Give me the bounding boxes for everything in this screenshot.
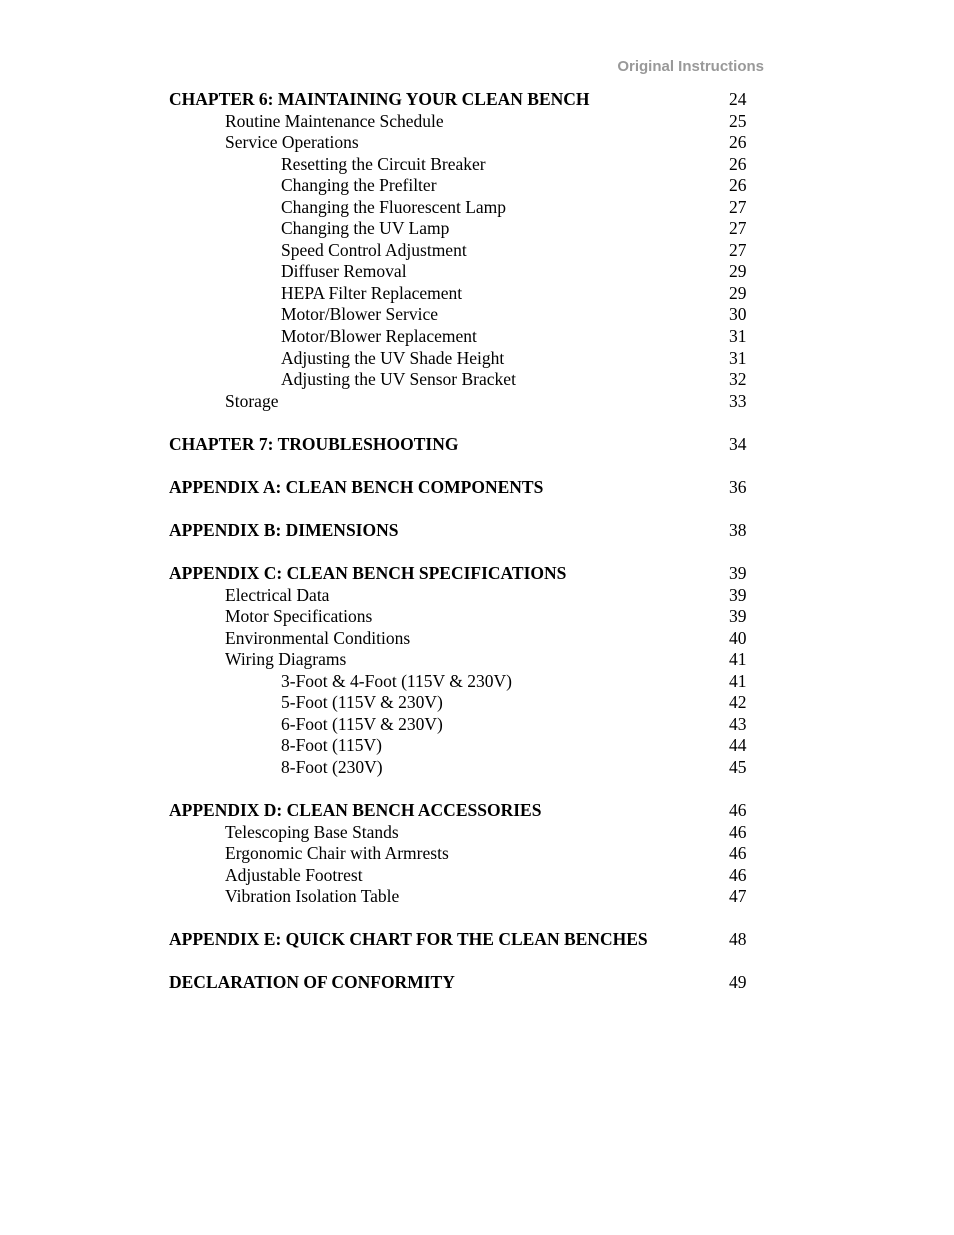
toc-title: Adjustable Footrest bbox=[225, 864, 363, 885]
toc-page-number: 25 bbox=[729, 110, 747, 131]
toc-page-number: 27 bbox=[729, 218, 747, 239]
toc-page-number: 46 bbox=[729, 800, 747, 821]
toc-title: Changing the UV Lamp bbox=[281, 218, 450, 239]
toc-entry bbox=[0, 283, 954, 305]
toc-page-number: 38 bbox=[729, 519, 747, 540]
toc-title: Motor/Blower Replacement bbox=[281, 326, 477, 347]
toc-heading bbox=[0, 434, 954, 456]
toc-title: APPENDIX B: DIMENSIONS bbox=[169, 519, 399, 540]
toc-title: APPENDIX D: CLEAN BENCH ACCESSORIES bbox=[169, 800, 542, 821]
toc-title: 6-Foot (115V & 230V) bbox=[281, 713, 443, 734]
toc-entry bbox=[0, 822, 954, 844]
toc-title: Environmental Conditions bbox=[225, 627, 411, 648]
toc-entry bbox=[0, 240, 954, 262]
toc-title: 8-Foot (230V) bbox=[281, 756, 383, 777]
toc-entry bbox=[0, 326, 954, 348]
toc-title: CHAPTER 6: MAINTAINING YOUR CLEAN BENCH bbox=[169, 89, 590, 109]
toc-title: HEPA Filter Replacement bbox=[281, 282, 463, 303]
toc-page-number: 39 bbox=[729, 584, 747, 605]
toc-title: 8-Foot (115V) bbox=[281, 735, 382, 756]
toc-page-number: 41 bbox=[729, 649, 747, 670]
toc-page-number: 27 bbox=[729, 239, 747, 260]
table-of-contents bbox=[0, 89, 954, 994]
toc-page-number: 31 bbox=[729, 347, 747, 368]
toc-spacer bbox=[0, 498, 954, 520]
toc-page-number: 31 bbox=[729, 326, 747, 347]
toc-page-number: 26 bbox=[729, 175, 747, 196]
toc-title: CHAPTER 7: TROUBLESHOOTING bbox=[169, 433, 459, 454]
toc-entry bbox=[0, 348, 954, 370]
toc-entry bbox=[0, 111, 954, 133]
toc-page-number: 33 bbox=[729, 390, 747, 411]
toc-spacer bbox=[0, 951, 954, 973]
toc-entry bbox=[0, 757, 954, 779]
toc-title: APPENDIX C: CLEAN BENCH SPECIFICATIONS bbox=[169, 563, 567, 584]
toc-title: APPENDIX E: QUICK CHART FOR THE CLEAN BENCHES bbox=[169, 929, 648, 950]
toc-page-number: 26 bbox=[729, 153, 747, 174]
toc-entry bbox=[0, 843, 954, 865]
toc-page-number: 47 bbox=[729, 886, 747, 907]
toc-heading bbox=[0, 800, 954, 822]
toc-title: Speed Control Adjustment bbox=[281, 239, 467, 260]
toc-page-number: 32 bbox=[729, 369, 747, 390]
toc-entry bbox=[0, 585, 954, 607]
toc-spacer bbox=[0, 779, 954, 801]
toc-title: Resetting the Circuit Breaker bbox=[281, 153, 486, 174]
toc-title: Motor Specifications bbox=[225, 606, 373, 627]
toc-page-number: 30 bbox=[729, 304, 747, 325]
toc-title: Telescoping Base Stands bbox=[225, 821, 399, 842]
toc-entry bbox=[0, 886, 954, 908]
toc-title: 3-Foot & 4-Foot (115V & 230V) bbox=[281, 670, 512, 691]
page-header: Original Instructions bbox=[617, 58, 764, 75]
toc-title: Electrical Data bbox=[225, 584, 330, 605]
toc-title: Changing the Prefilter bbox=[281, 175, 437, 196]
toc-spacer bbox=[0, 455, 954, 477]
toc-title: Storage bbox=[225, 390, 279, 411]
toc-title: Ergonomic Chair with Armrests bbox=[225, 843, 449, 864]
toc-page-number: 27 bbox=[729, 196, 747, 217]
toc-spacer bbox=[0, 412, 954, 434]
toc-entry bbox=[0, 671, 954, 693]
toc-entry bbox=[0, 606, 954, 628]
toc-heading bbox=[0, 563, 954, 585]
toc-title: APPENDIX A: CLEAN BENCH COMPONENTS bbox=[169, 476, 544, 497]
toc-page-number: 49 bbox=[729, 972, 747, 993]
toc-title: Diffuser Removal bbox=[281, 261, 407, 282]
toc-entry bbox=[0, 735, 954, 757]
toc-title: Wiring Diagrams bbox=[225, 649, 347, 670]
toc-entry bbox=[0, 154, 954, 176]
toc-title: 5-Foot (115V & 230V) bbox=[281, 692, 443, 713]
toc-title: DECLARATION OF CONFORMITY bbox=[169, 972, 455, 993]
toc-heading bbox=[0, 520, 954, 542]
toc-title: Routine Maintenance Schedule bbox=[225, 110, 444, 131]
toc-entry bbox=[0, 197, 954, 219]
toc-title: Motor/Blower Service bbox=[281, 304, 438, 325]
toc-entry bbox=[0, 714, 954, 736]
toc-entry bbox=[0, 132, 954, 154]
toc-entry bbox=[0, 649, 954, 671]
toc-page-number: 46 bbox=[729, 864, 747, 885]
toc-entry bbox=[0, 175, 954, 197]
toc-heading bbox=[0, 972, 954, 994]
toc-entry bbox=[0, 261, 954, 283]
toc-page-number: 44 bbox=[729, 735, 747, 756]
toc-page-number: 46 bbox=[729, 821, 747, 842]
toc-spacer bbox=[0, 541, 954, 563]
toc-title: Adjusting the UV Sensor Bracket bbox=[281, 369, 516, 390]
toc-page-number: 29 bbox=[729, 261, 747, 282]
toc-title: Adjusting the UV Shade Height bbox=[281, 347, 505, 368]
toc-title: Changing the Fluorescent Lamp bbox=[281, 196, 507, 217]
toc-title: Vibration Isolation Table bbox=[225, 886, 400, 907]
toc-entry bbox=[0, 391, 954, 413]
toc-page-number: 29 bbox=[729, 282, 747, 303]
toc-entry bbox=[0, 628, 954, 650]
toc-page-number: 45 bbox=[729, 756, 747, 777]
toc-page-number: 24 bbox=[729, 89, 747, 109]
toc-page-number: 42 bbox=[729, 692, 747, 713]
toc-page-number: 26 bbox=[729, 132, 747, 153]
toc-heading bbox=[0, 929, 954, 951]
toc-spacer bbox=[0, 908, 954, 930]
toc-page-number: 36 bbox=[729, 476, 747, 497]
toc-entry bbox=[0, 369, 954, 391]
toc-entry bbox=[0, 865, 954, 887]
toc-page-number: 43 bbox=[729, 713, 747, 734]
toc-page-number: 39 bbox=[729, 563, 747, 584]
toc-page-number: 41 bbox=[729, 670, 747, 691]
toc-heading bbox=[0, 477, 954, 499]
toc-page-number: 39 bbox=[729, 606, 747, 627]
toc-entry bbox=[0, 304, 954, 326]
toc-title: Service Operations bbox=[225, 132, 359, 153]
toc-page-number: 34 bbox=[729, 433, 747, 454]
toc-entry bbox=[0, 218, 954, 240]
toc-heading bbox=[0, 89, 954, 111]
toc-page-number: 40 bbox=[729, 627, 747, 648]
toc-page-number: 48 bbox=[729, 929, 747, 950]
toc-page-number: 46 bbox=[729, 843, 747, 864]
toc-entry bbox=[0, 692, 954, 714]
